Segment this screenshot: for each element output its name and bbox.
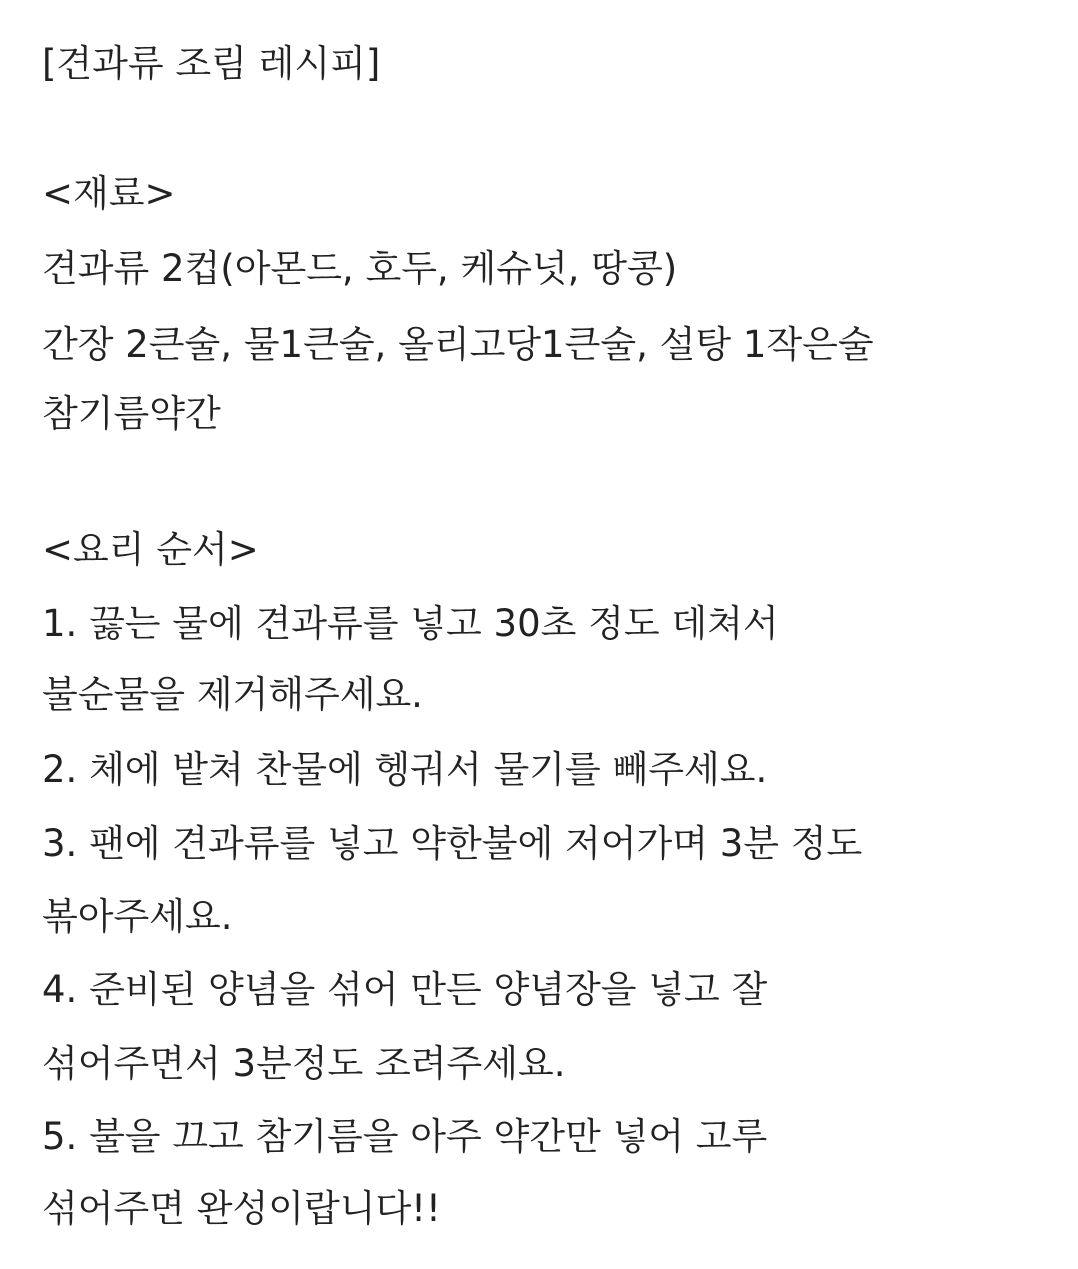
steps-heading: <요리 순서> bbox=[42, 528, 259, 571]
ingredient-line: 간장 2큰술, 물1큰술, 올리고당1큰술, 설탕 1작은술 bbox=[42, 323, 874, 366]
step-line: 불순물을 제거해주세요. bbox=[42, 673, 423, 716]
ingredients-heading: <재료> bbox=[42, 172, 176, 215]
recipe-title: [견과류 조림 레시피] bbox=[42, 42, 381, 85]
step-line: 3. 팬에 견과류를 넣고 약한불에 저어가며 3분 정도 bbox=[42, 822, 863, 865]
step-line: 섞어주면 완성이랍니다!! bbox=[42, 1187, 441, 1230]
step-line: 2. 체에 밭쳐 찬물에 헹궈서 물기를 빼주세요. bbox=[42, 748, 768, 791]
step-line: 5. 불을 끄고 참기름을 아주 약간만 넣어 고루 bbox=[42, 1115, 768, 1158]
ingredient-line: 견과류 2컵(아몬드, 호두, 케슈넛, 땅콩) bbox=[42, 247, 678, 290]
ingredient-line: 참기름약간 bbox=[42, 392, 221, 435]
step-line: 4. 준비된 양념을 섞어 만든 양념장을 넣고 잘 bbox=[42, 968, 768, 1011]
step-line: 1. 끓는 물에 견과류를 넣고 30초 정도 데쳐서 bbox=[42, 602, 779, 645]
step-line: 볶아주세요. bbox=[42, 895, 233, 938]
step-line: 섞어주면서 3분정도 조려주세요. bbox=[42, 1042, 566, 1085]
